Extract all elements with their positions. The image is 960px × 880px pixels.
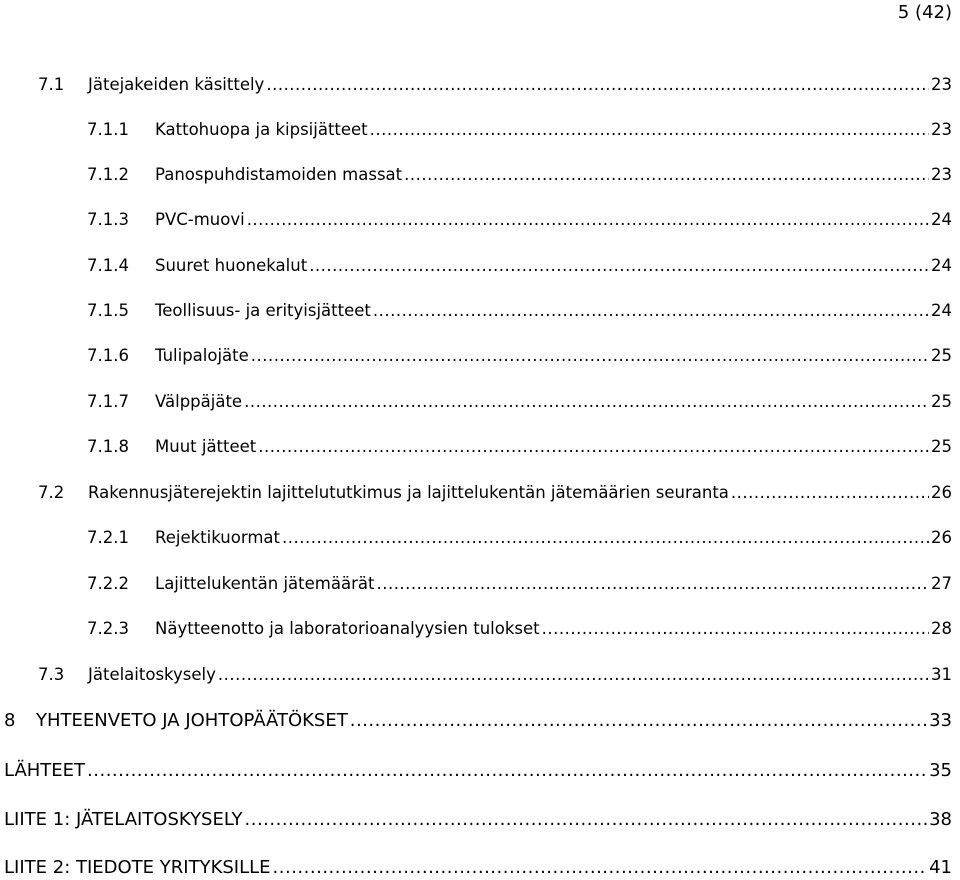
toc-entry-page: 24 (931, 256, 952, 275)
toc-entry-page: 27 (931, 574, 952, 593)
toc-entry[interactable] (87, 573, 952, 595)
toc-dot-leader (282, 527, 929, 549)
toc-entry-page: 23 (931, 75, 952, 94)
toc-entry-number: 7.1.2 (87, 165, 129, 184)
toc-entry[interactable] (38, 664, 952, 686)
toc-entry-number: 7.1.3 (87, 210, 129, 229)
toc-entry[interactable] (87, 618, 952, 640)
toc-entry-title: PVC-muovi (155, 210, 245, 229)
toc-entry-number: 7.2.1 (87, 528, 129, 547)
toc-entry[interactable] (4, 857, 952, 879)
toc-entry-page: 24 (931, 301, 952, 320)
toc-entry-number: 7.1 (38, 75, 65, 94)
toc-entry-number: 7.1.8 (87, 437, 129, 456)
toc-dot-leader (266, 74, 929, 96)
toc-dot-leader (247, 209, 929, 231)
toc-entry-title: Jätelaitoskysely (88, 665, 216, 684)
toc-entry-title: Panospuhdistamoiden massat (155, 165, 403, 184)
toc-entry[interactable] (38, 482, 952, 504)
toc-entry-number: 7.3 (38, 665, 65, 684)
toc-entry-page: 38 (929, 809, 952, 830)
toc-entry-number: 7.2.2 (87, 574, 129, 593)
toc-entry-title: YHTEENVETO JA JOHTOPÄÄTÖKSET (36, 710, 348, 731)
toc-entry-page: 35 (929, 760, 952, 781)
toc-entry-title: LIITE 1: JÄTELAITOSKYSELY (4, 809, 243, 830)
toc-entry-title: Jätejakeiden käsittely (88, 75, 265, 94)
toc-entry[interactable] (87, 209, 952, 231)
toc-entry-page: 24 (931, 210, 952, 229)
toc-entry-title: Kattohuopa ja kipsijätteet (155, 120, 368, 139)
toc-entry-title: Näytteenotto ja laboratorioanalyysien tulokset (155, 619, 540, 638)
toc-entry-page: 25 (931, 437, 952, 456)
toc-entry[interactable] (87, 527, 952, 549)
toc-entry-title: Rakennusjäterejektin lajittelututkimus ja lajittelukentän jätemäärien seuranta (88, 483, 729, 502)
toc-entry-number: 7.1.6 (87, 346, 129, 365)
toc-dot-leader (731, 482, 929, 504)
toc-dot-leader (87, 760, 927, 782)
toc-entry[interactable] (4, 809, 952, 831)
toc-entry[interactable] (4, 760, 952, 782)
toc-dot-leader (251, 345, 929, 367)
toc-entry[interactable] (87, 391, 952, 413)
toc-dot-leader (309, 255, 929, 277)
toc-entry-page: 23 (931, 165, 952, 184)
toc-entry-title: Rejektikuormat (155, 528, 280, 547)
toc-dot-leader (258, 436, 929, 458)
toc-entry-number: 8 (4, 710, 16, 731)
toc-entry-page: 31 (931, 665, 952, 684)
toc-entry-page: 26 (931, 483, 952, 502)
toc-entry-title: LÄHTEET (4, 760, 86, 781)
toc-dot-leader (218, 664, 929, 686)
toc-dot-leader (245, 809, 928, 831)
toc-dot-leader (373, 300, 929, 322)
toc-dot-leader (244, 391, 929, 413)
toc-entry-number: 7.1.4 (87, 256, 129, 275)
toc-entry[interactable] (87, 119, 952, 141)
page-number: 5 (42) (897, 2, 952, 23)
toc-entry-page: 28 (931, 619, 952, 638)
toc-dot-leader (350, 710, 927, 732)
toc-entry[interactable] (87, 436, 952, 458)
toc-entry-number: 7.2.3 (87, 619, 129, 638)
toc-dot-leader (542, 618, 929, 640)
toc-entry[interactable] (4, 710, 952, 732)
toc-entry[interactable] (87, 255, 952, 277)
toc-dot-leader (273, 857, 928, 879)
toc-dot-leader (370, 119, 929, 141)
toc-entry-number: 7.2 (38, 483, 65, 502)
toc-entry-page: 25 (931, 392, 952, 411)
toc-entry[interactable] (87, 164, 952, 186)
toc-entry-page: 41 (929, 857, 952, 878)
toc-entry[interactable] (38, 74, 952, 96)
toc-dot-leader (376, 573, 929, 595)
toc-entry-number: 7.1.7 (87, 392, 129, 411)
toc-entry-title: Välppäjäte (155, 392, 243, 411)
toc-entry[interactable] (87, 300, 952, 322)
toc-entry-page: 26 (931, 528, 952, 547)
toc-entry-title: Suuret huonekalut (155, 256, 308, 275)
toc-entry-number: 7.1.5 (87, 301, 129, 320)
toc-entry-title: Teollisuus- ja erityisjätteet (155, 301, 371, 320)
toc-entry-title: Muut jätteet (155, 437, 257, 456)
toc-entry[interactable] (87, 345, 952, 367)
toc-entry-page: 33 (929, 710, 952, 731)
toc-entry-page: 23 (931, 120, 952, 139)
toc-entry-title: Lajittelukentän jätemäärät (155, 574, 375, 593)
toc-dot-leader (404, 164, 929, 186)
toc-entry-title: LIITE 2: TIEDOTE YRITYKSILLE (4, 857, 271, 878)
toc-entry-title: Tulipalojäte (155, 346, 249, 365)
toc-entry-page: 25 (931, 346, 952, 365)
toc-entry-number: 7.1.1 (87, 120, 129, 139)
